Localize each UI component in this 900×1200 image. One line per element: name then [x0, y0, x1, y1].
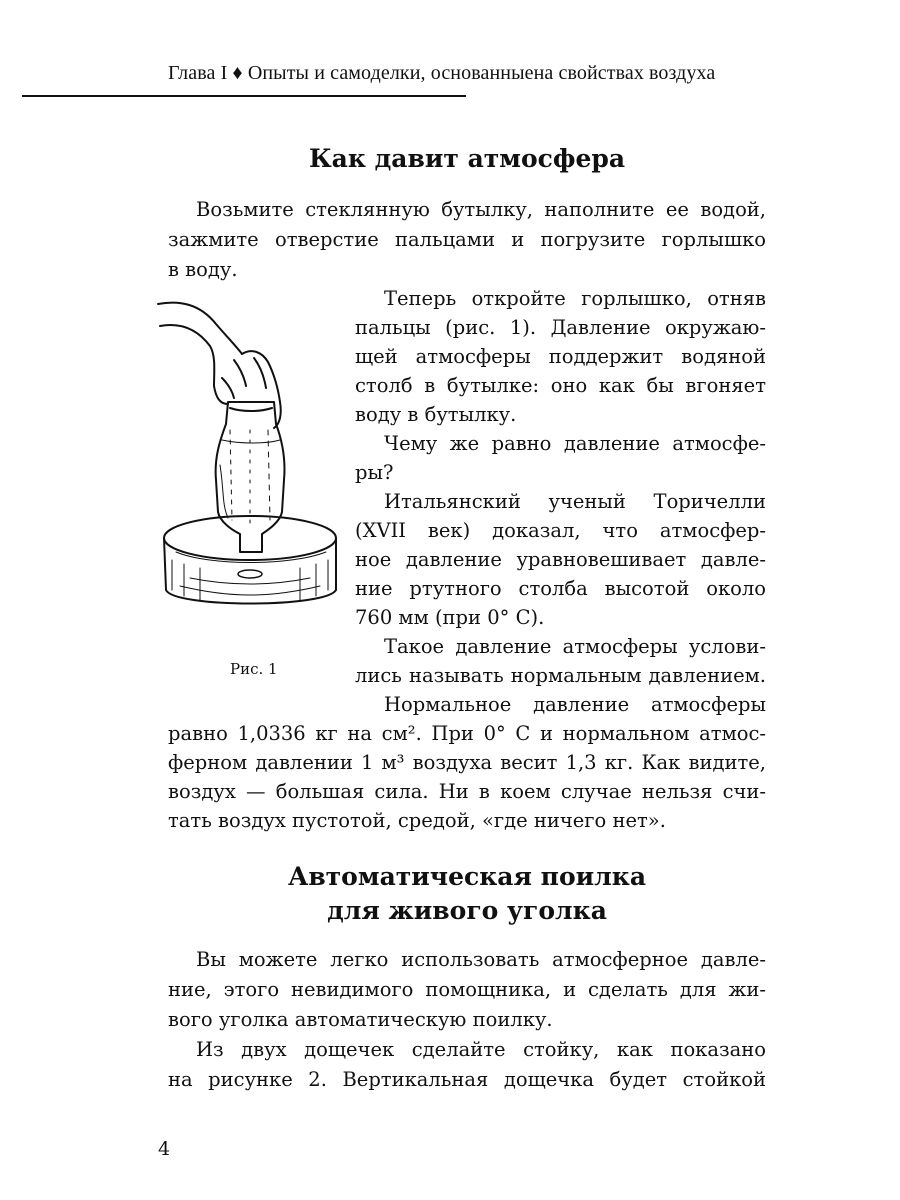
section-title-2-line-1: Автоматическая поилка	[287, 862, 647, 891]
text-line: ние, этого невидимого помощника, и сделать для жи-	[168, 978, 766, 1001]
text-line: Теперь откройте горлышко, отняв	[384, 287, 766, 310]
text-line: Чему же равно давление атмосфе-	[384, 432, 766, 455]
text-line: ферном давлении 1 м³ воздуха весит 1,3 кг. Как видите,	[168, 751, 766, 774]
text-line: пальцы (рис. 1). Давление окружаю-	[355, 316, 766, 339]
text-line: воздух — большая сила. Ни в коем случае нельзя счи-	[168, 780, 766, 803]
text-line: 760 мм (при 0° С).	[355, 606, 545, 629]
text-line: щей атмосферы поддержит водяной	[355, 345, 766, 368]
text-line: ние ртутного столба высотой около	[355, 577, 766, 600]
text-line: на рисунке 2. Вертикальная дощечка будет стойкой	[168, 1068, 766, 1091]
section-title-1: Как давит атмосфера	[308, 144, 626, 173]
text-line: лись называть нормальным давлением.	[355, 664, 766, 687]
text-line: равно 1,0336 кг на см². При 0° С и нормальном атмос-	[168, 722, 766, 745]
bottle-in-water-illustration	[150, 290, 346, 630]
text-line: тать воздух пустотой, средой, «где ничего нет».	[168, 809, 666, 832]
text-line: ры?	[355, 461, 394, 484]
text-line: Возьмите стеклянную бутылку, наполните ее водой,	[196, 198, 766, 221]
text-line: столб в бутылке: оно как бы вгоняет	[355, 374, 766, 397]
text-line: зажмите отверстие пальцами и погрузите горлышко	[168, 228, 766, 251]
text-line: Итальянский ученый Торичелли	[384, 490, 766, 513]
text-line: Вы можете легко использовать атмосферное давле-	[196, 948, 766, 971]
text-line: Нормальное давление атмосферы	[384, 693, 766, 716]
figure-caption: Рис. 1	[230, 660, 278, 678]
header-rule	[22, 95, 466, 97]
section-title-2-line-2: для живого уголка	[327, 896, 607, 925]
text-line: Такое давление атмосферы услови-	[384, 635, 766, 658]
text-line: вого уголка автоматическую поилку.	[168, 1008, 553, 1031]
text-line: Из двух дощечек сделайте стойку, как показано	[196, 1038, 766, 1061]
text-line: в воду.	[168, 258, 238, 281]
text-line: воду в бутылку.	[355, 403, 517, 426]
text-line: ное давление уравновешивает давле-	[355, 548, 766, 571]
running-header: Глава I ♦ Опыты и самоделки, основанныена свойствах воздуха	[168, 62, 716, 84]
text-line: (XVII век) доказал, что атмосфер-	[355, 519, 766, 542]
page-number: 4	[158, 1138, 171, 1160]
